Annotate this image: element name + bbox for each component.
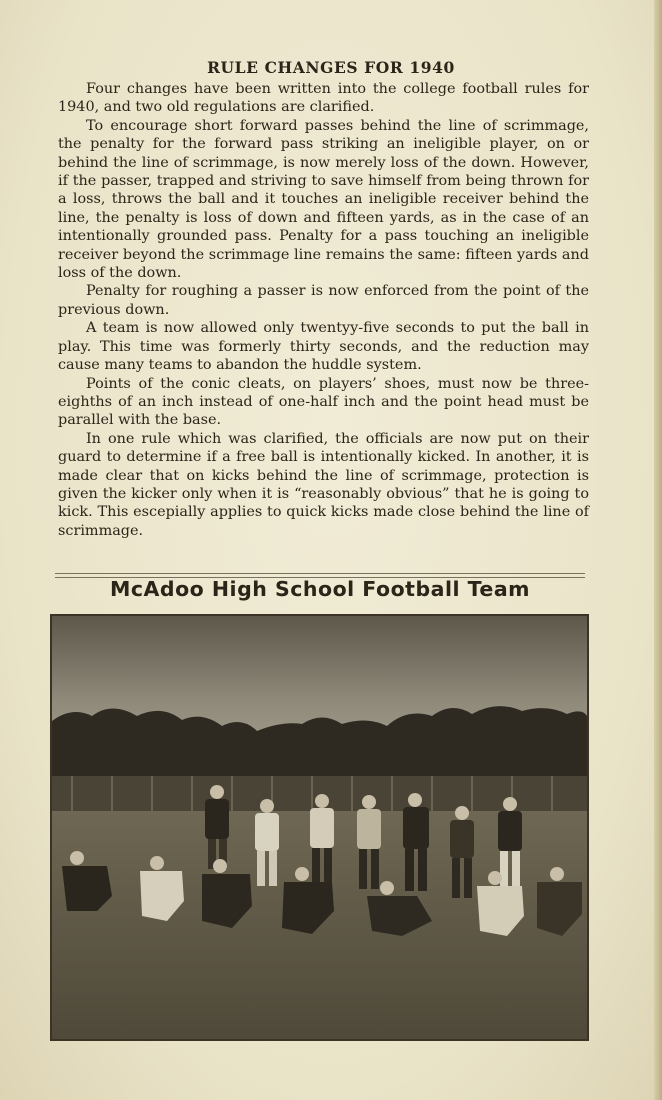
article-paragraph: In one rule which was clarified, the officials are now put on their guard to determine if a free ball is intentionally kicked. In another, it is made clear that on kicks behind the line of scrimmage, protection is given the kicker only when it is “reasonably obvious” that he is going to kick. This escepially applies to quick kicks made close behind the line of scrimmage. bbox=[58, 430, 589, 539]
article-title: RULE CHANGES FOR 1940 bbox=[207, 58, 455, 77]
page-edge bbox=[654, 0, 662, 1100]
article-paragraph: Four changes have been written into the college football rules for 1940, and two old regulations are clarified. bbox=[58, 81, 589, 116]
photo-caption: McAdoo High School Football Team bbox=[109, 577, 531, 601]
team-photo-image bbox=[52, 616, 587, 1039]
article-paragraph: Penalty for roughing a passer is now enforced from the point of the previous down. bbox=[58, 283, 589, 318]
article-paragraph: A team is now allowed only twentyy-five seconds to put the ball in play. This time was formerly thirty seconds, and the reduction may cause many teams to abandon the huddle system. bbox=[58, 320, 589, 374]
article-body bbox=[58, 80, 589, 540]
team-photo bbox=[50, 614, 589, 1041]
article-paragraph: Points of the conic cleats, on players’ shoes, must now be three-eighths of an inch instead of one-half inch and the point head must be parallel with the base. bbox=[58, 375, 589, 429]
article-paragraph: To encourage short forward passes behind the line of scrimmage, the penalty for the forward pass striking an ineligible player, on or behind the line of scrimmage, is now merely loss of the down. However, if the passer, trapped and striving to save himself from being thrown for a loss, throws the ball and it touches an ineligible receiver behind the line, the penalty is loss of down and fifteen yards, as in the case of an intentionally grounded pass. Penalty for a pass touching an ineligible receiver beyond the scrimmage line remains the same: fifteen yards and loss of the down. bbox=[58, 117, 589, 282]
divider-line bbox=[55, 573, 585, 574]
